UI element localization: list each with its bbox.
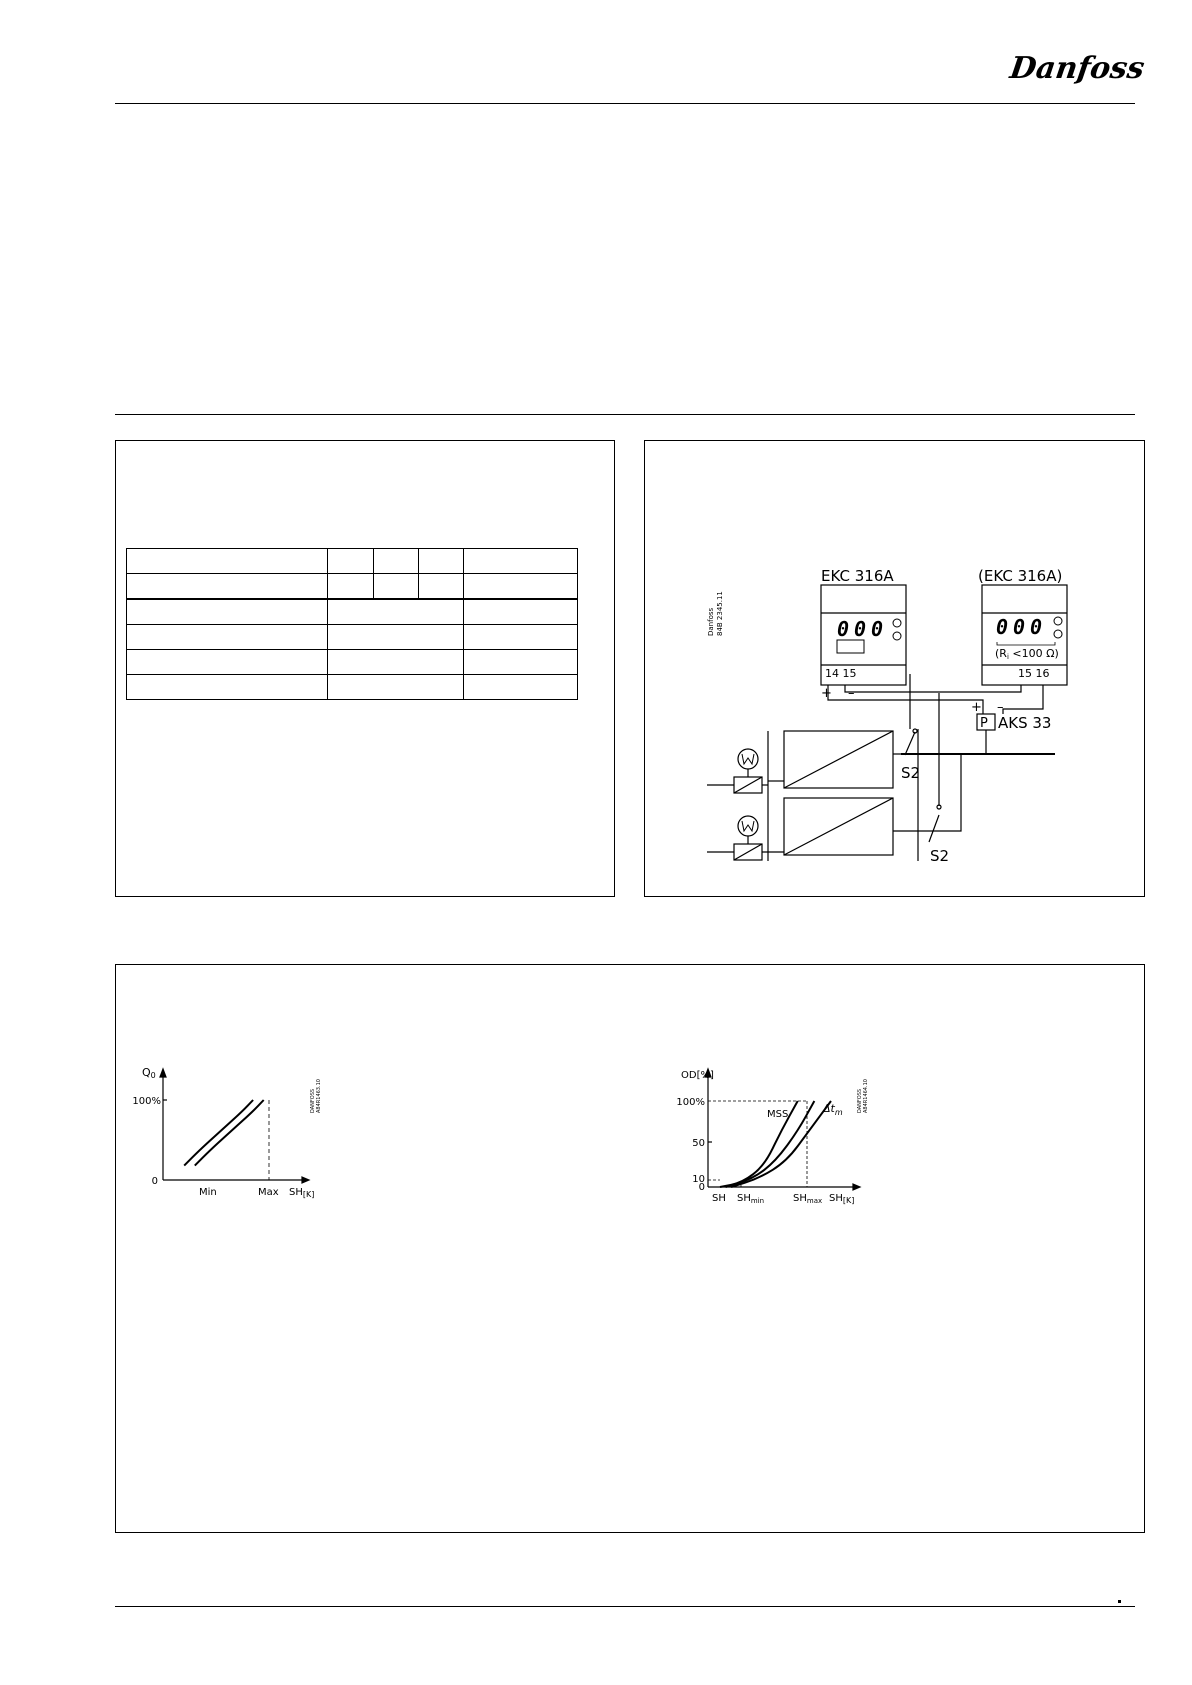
table-row (127, 650, 578, 675)
footer-rule (115, 1606, 1135, 1607)
controller-1-display: 000 (837, 617, 883, 641)
danfoss-logo (1007, 42, 1147, 92)
switch-label-2: S2 (930, 847, 950, 865)
q0-axis-label: Q0 (142, 1066, 156, 1080)
table-row (127, 549, 578, 574)
mss-label: MSS (767, 1109, 789, 1120)
minus-sign-1: – (848, 686, 855, 701)
chart-left-code (310, 1079, 322, 1113)
transmitter-letter: P (980, 716, 988, 731)
x-tick-sh: SH (712, 1193, 726, 1204)
plus-sign-1: + (821, 686, 832, 701)
od-tick-50: 50 (692, 1138, 705, 1149)
delta-tm-label: $\Delta t_m$ (823, 1102, 843, 1117)
controller-2-note: (Ri <100 Ω) (995, 647, 1059, 661)
controller-2-title: (EKC 316A) (978, 567, 1063, 585)
capacity-curve-2 (195, 1100, 264, 1166)
x-tick-max: Max (258, 1187, 279, 1198)
od-tick-100: 100% (676, 1097, 705, 1108)
switch-label-1: S2 (901, 764, 921, 782)
table-row (127, 675, 578, 700)
spec-table-panel (115, 440, 615, 897)
chart-right-code (857, 1079, 869, 1113)
od-tick-0: 0 (698, 1182, 705, 1193)
wiring-diagram-panel (644, 440, 1145, 897)
plus-sign-2: + (971, 700, 982, 715)
q0-tick-0: 0 (151, 1176, 158, 1187)
controller-2-terminals: 15 16 (1018, 667, 1050, 680)
page-marker (1118, 1600, 1121, 1603)
table-row (127, 625, 578, 650)
wiring-diagram (645, 441, 1146, 898)
controller-1-terminals: 14 15 (825, 667, 857, 680)
x-tick-sh-min: $SH_{min}$ (737, 1193, 765, 1205)
x-tick-sh-max: $SH_{max}$ (793, 1193, 823, 1205)
header-rule (115, 103, 1135, 104)
od-tick-10: 10 (692, 1174, 705, 1185)
spec-table (126, 548, 578, 700)
charts-panel (115, 964, 1145, 1533)
sh-axis-label-right: $SH_{[K]}$ (829, 1193, 855, 1205)
danfoss-logo-text: Danfoss (1007, 51, 1147, 86)
x-tick-min: Min (199, 1187, 217, 1198)
opening-degree-chart (661, 1065, 901, 1225)
controller-2-display: 000 (996, 615, 1042, 639)
table-row (127, 574, 578, 600)
section-rule (115, 414, 1135, 415)
table-row (127, 599, 578, 625)
chart-left-code-1: DANFOSS (310, 1088, 316, 1113)
capacity-curves (184, 1100, 264, 1166)
chart-right-code-1: DANFOSS (857, 1088, 863, 1113)
chart-left-code-2: A84R1463.10 (316, 1079, 322, 1113)
capacity-chart (132, 1065, 356, 1215)
diagram-code-line2: 84B 2345.11 (716, 591, 724, 636)
diagram-code-line1: Danfoss (707, 607, 715, 636)
od-axis-label: OD[%] (681, 1070, 714, 1081)
transmitter-label: AKS 33 (998, 714, 1052, 732)
minus-sign-2: – (997, 700, 1004, 715)
q0-tick-100: 100% (132, 1096, 161, 1107)
chart-right-code-2: A84R1464.10 (863, 1079, 869, 1113)
sh-axis-label: $SH_{[K]}$ (289, 1187, 315, 1199)
controller-1-title: EKC 316A (821, 567, 894, 585)
capacity-curve-1 (184, 1100, 253, 1166)
diagram-code (707, 591, 724, 636)
